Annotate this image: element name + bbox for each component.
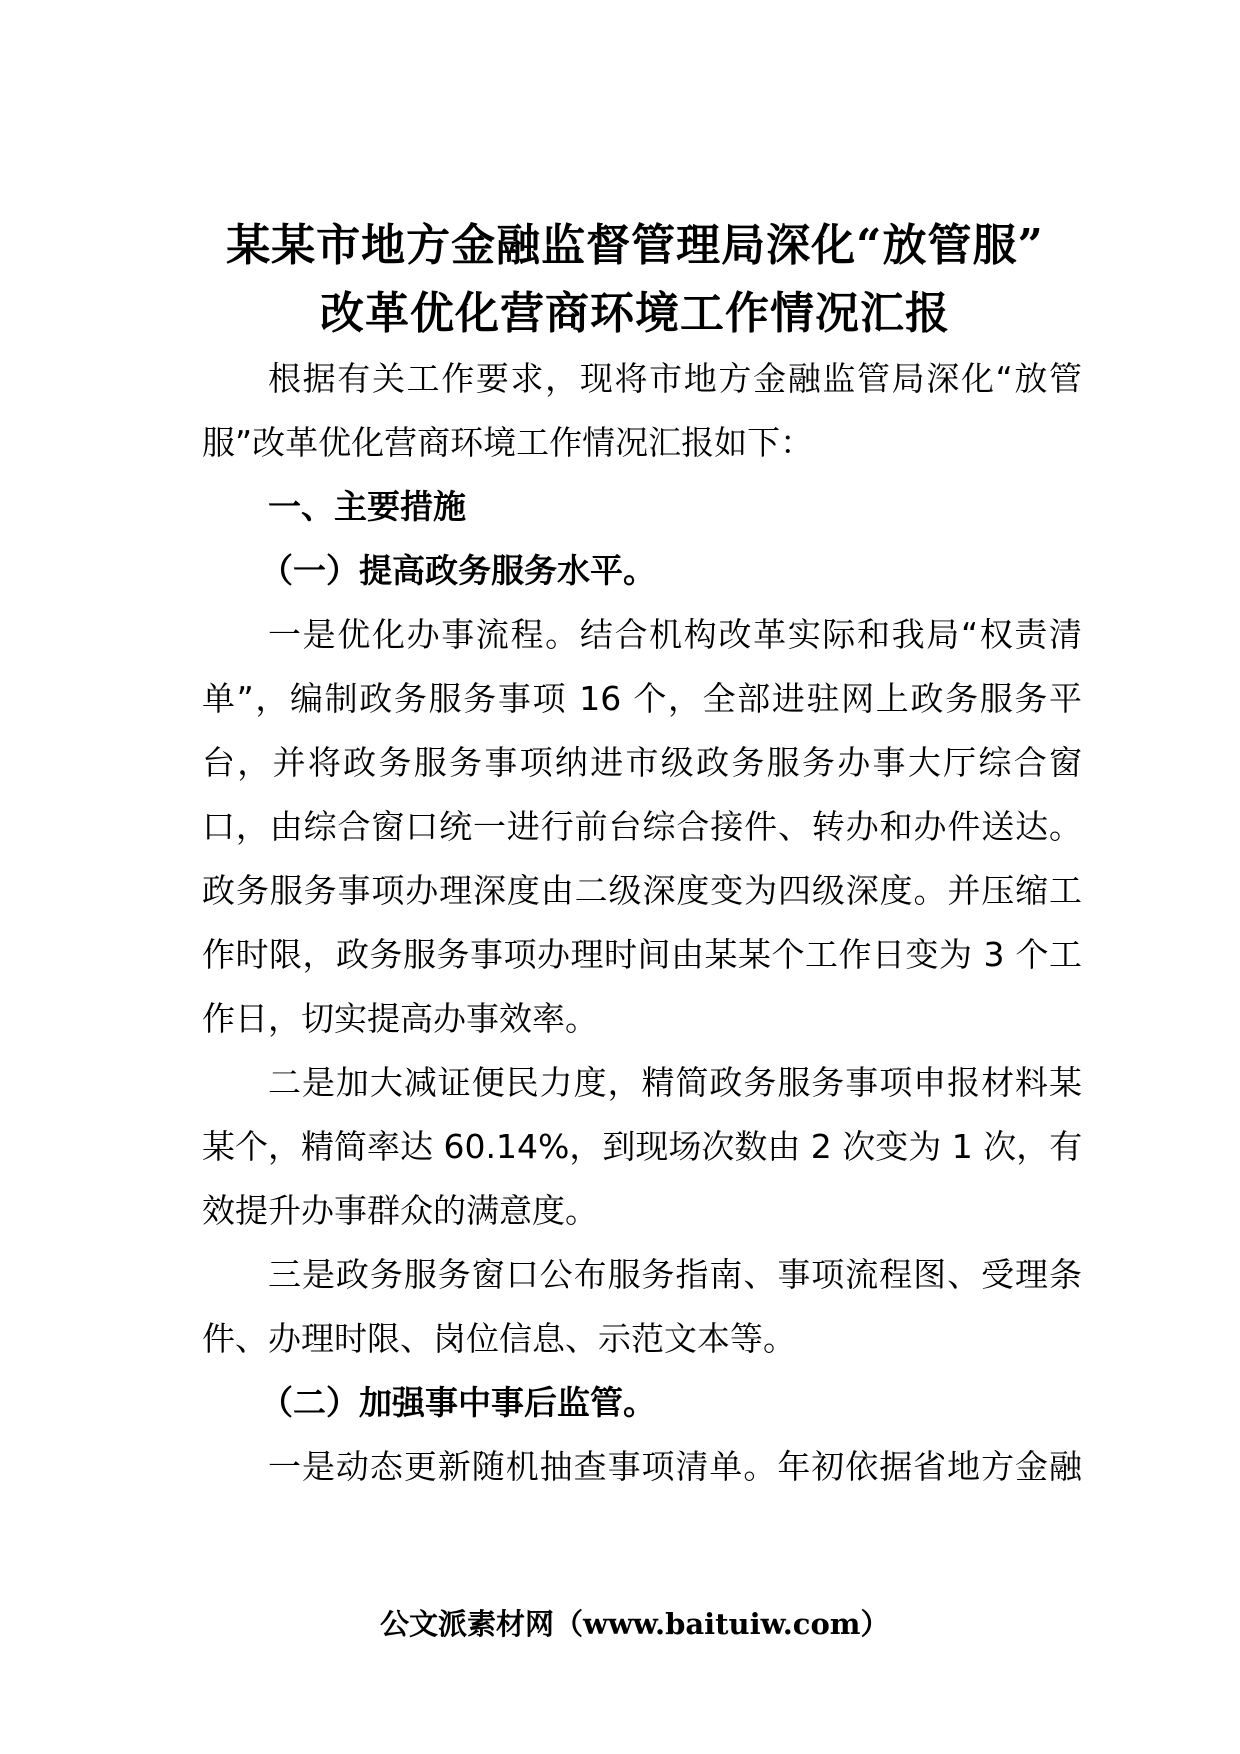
paragraph-line: 口，由综合窗口统一进行前台综合接件、转办和办件送达。 xyxy=(202,807,1082,846)
document-title-line-2: 改革优化营商环境工作情况汇报 xyxy=(320,288,950,339)
document-title-line-1: 某某市地方金融监督管理局深化“放管服” xyxy=(226,220,1044,271)
paragraph-line: 根据有关工作要求，现将市地方金融监管局深化“放管 xyxy=(268,359,1082,398)
paragraph-line: 某个，精简率达 60.14%，到现场次数由 2 次变为 1 次，有 xyxy=(202,1127,1083,1166)
paragraph-line: 服”改革优化营商环境工作情况汇报如下： xyxy=(202,423,814,462)
paragraph-line: 一是动态更新随机抽查事项清单。年初依据省地方金融 xyxy=(268,1447,1082,1486)
paragraph-line: 作日，切实提高办事效率。 xyxy=(202,999,598,1038)
paragraph-line: 一是优化办事流程。结合机构改革实际和我局“权责清 xyxy=(268,615,1082,654)
paragraph-line: 单”，编制政务服务事项 16 个，全部进驻网上政务服务平 xyxy=(202,679,1082,718)
paragraph-line: 政务服务事项办理深度由二级深度变为四级深度。并压缩工 xyxy=(202,871,1082,910)
paragraph-line: 效提升办事群众的满意度。 xyxy=(202,1191,598,1230)
footer-watermark: 公文派素材网（www.baituiw.com） xyxy=(380,1607,890,1641)
paragraph-line: 作时限，政务服务事项办理时间由某某个工作日变为 3 个工 xyxy=(202,935,1082,974)
subsection-heading: （二）加强事中事后监管。 xyxy=(260,1383,656,1422)
paragraph-line: 三是政务服务窗口公布服务指南、事项流程图、受理条 xyxy=(268,1255,1082,1294)
paragraph-line: 二是加大减证便民力度，精简政务服务事项申报材料某 xyxy=(268,1063,1082,1102)
subsection-heading: （一）提高政务服务水平。 xyxy=(260,551,656,590)
section-heading: 一、主要措施 xyxy=(268,487,466,526)
paragraph-line: 台，并将政务服务事项纳进市级政务服务办事大厅综合窗 xyxy=(202,743,1082,782)
paragraph-line: 件、办理时限、岗位信息、示范文本等。 xyxy=(202,1319,796,1358)
